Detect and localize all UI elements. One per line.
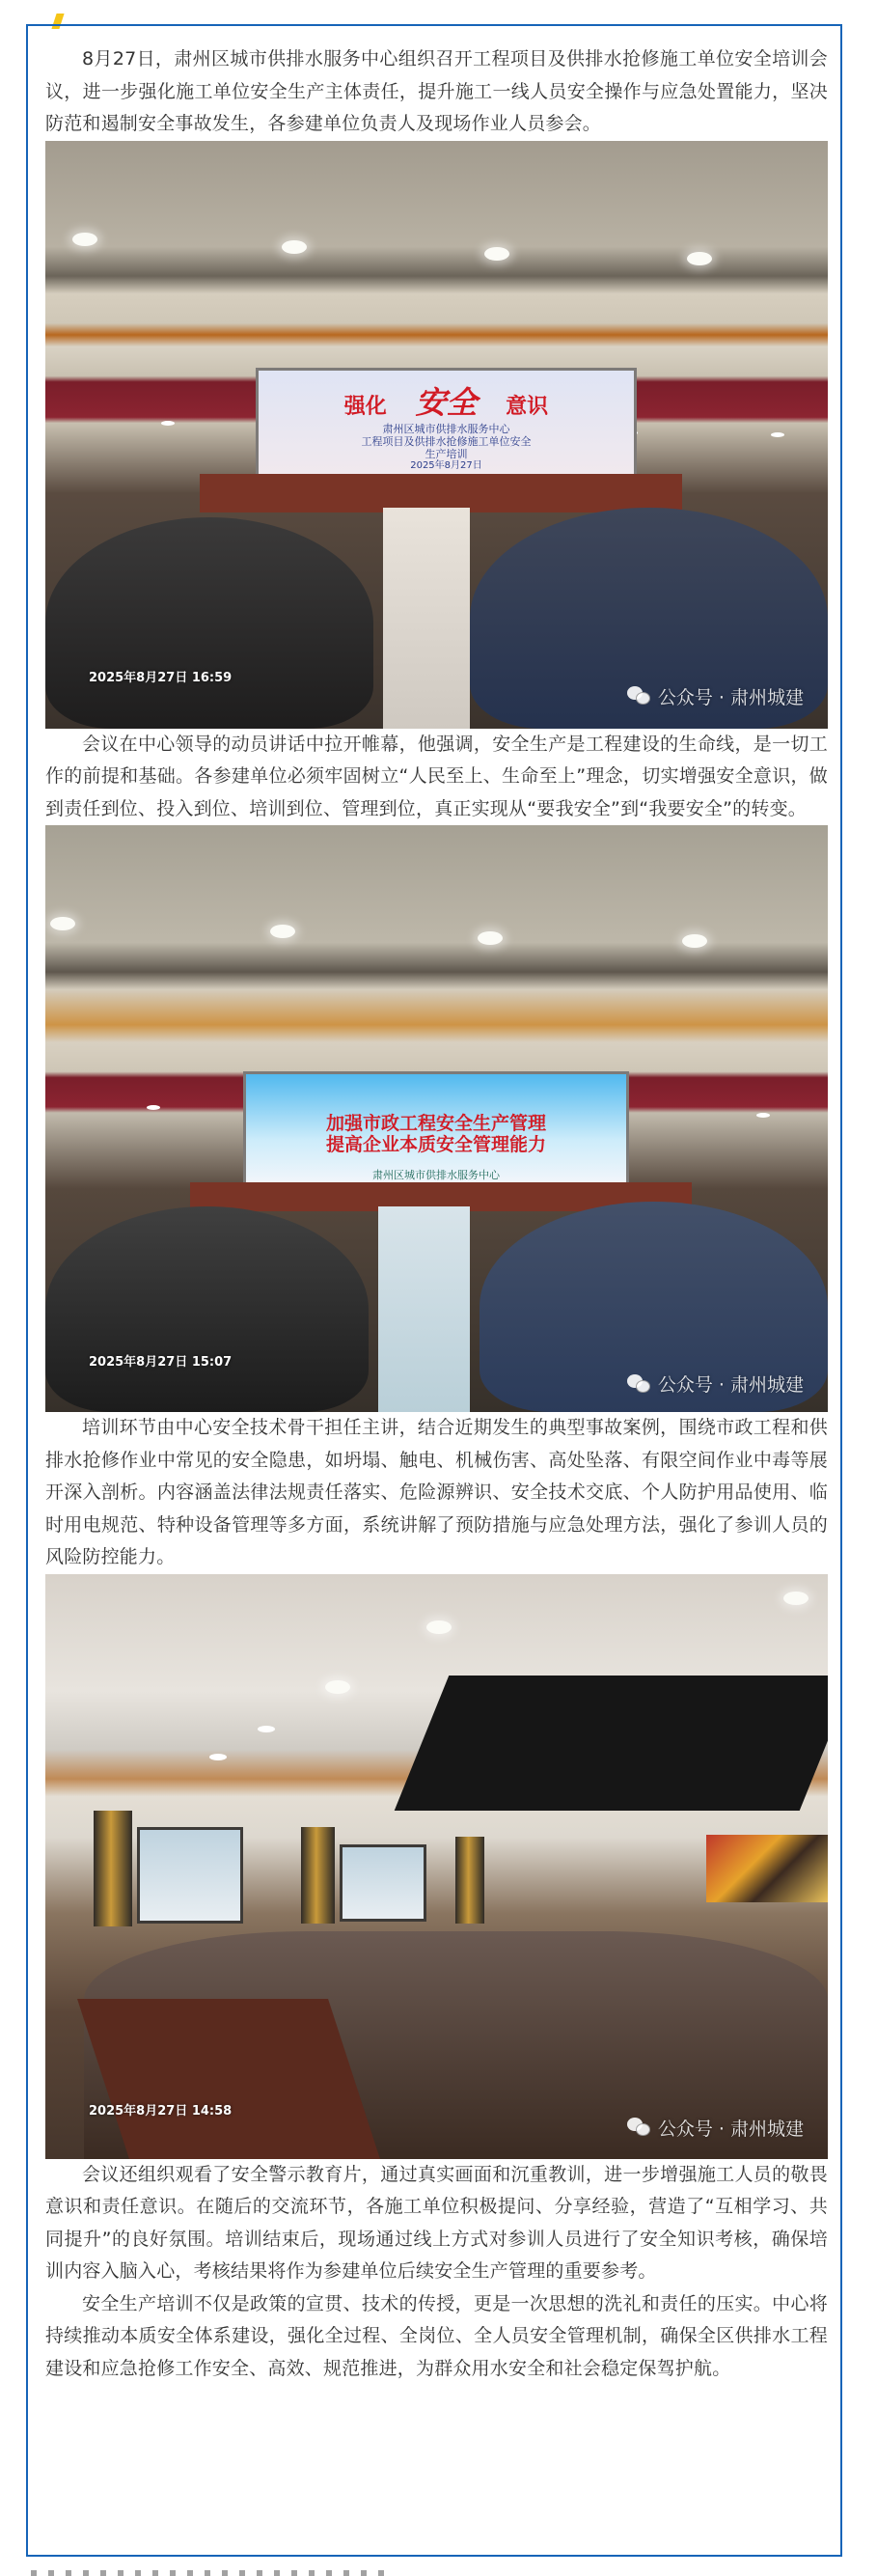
ceiling-light <box>270 925 295 938</box>
paragraph-conclusion: 安全生产培训不仅是政策的宣贯、技术的传授，更是一次思想的洗礼和责任的压实。中心将持续推动本质安全体系建设，强化全过程、全岗位、全人员安全管理机制，确保全区供排水工程建设和应急抢修工作安全、高效、规范推进，为群众用水安全和社会稳定保驾护航。 <box>45 2292 828 2379</box>
photo-meeting-banner <box>45 141 828 729</box>
aisle <box>383 508 470 729</box>
watermark-text: 公众号 · 肃州城建 <box>657 2118 804 2140</box>
ceiling-light <box>426 1620 452 1634</box>
photo-watermark <box>627 2115 804 2141</box>
banner-line3: 生产培训 <box>425 447 468 460</box>
ceiling-light <box>478 931 503 945</box>
banner-line2: 工程项目及供排水抢修施工单位安全 <box>361 434 532 448</box>
banner-title-center: 安全 <box>415 383 478 421</box>
wechat-icon <box>627 1374 652 1394</box>
article-container <box>26 24 842 2557</box>
banner-title-left: 强化 <box>343 394 387 419</box>
ceiling-light <box>687 252 712 265</box>
photo-timestamp: 2025年8月27日 14:58 <box>89 2103 233 2119</box>
photo-timestamp: 2025年8月27日 15:07 <box>89 1355 233 1370</box>
photo-training-banner <box>45 825 828 1412</box>
photo-timestamp: 2025年8月27日 16:59 <box>89 670 233 685</box>
banner-screen <box>256 368 637 479</box>
watermark-text: 公众号 · 肃州城建 <box>657 686 804 708</box>
watermark-text: 公众号 · 肃州城建 <box>657 1374 804 1396</box>
banner-screen <box>243 1071 629 1187</box>
ceiling-light <box>72 233 97 246</box>
pillar <box>301 1827 335 1924</box>
pillar <box>455 1837 484 1924</box>
banner-line1: 肃州区城市供排水服务中心 <box>382 422 510 435</box>
paragraph-warning-education: 会议还组织观看了安全警示教育片，通过真实画面和沉重教训，进一步增强施工人员的敬畏意识和责任意识。在随后的交流环节，各施工单位积极提问、分享经验，营造了“互相学习、共同提升”的良好氛围。培训结束后，现场通过线上方式对参训人员进行了安全知识考核，确保培训内容入脑入心，考核结果将作为参建单位后续安全生产管理的重要参考。 <box>45 2163 828 2282</box>
ceiling-light <box>282 240 307 254</box>
audience-left <box>45 517 373 729</box>
ceiling-light <box>682 934 707 948</box>
article-content <box>45 43 828 2385</box>
desk-row <box>77 1999 380 2159</box>
ceiling-light <box>50 917 75 930</box>
aisle <box>378 1206 470 1412</box>
wechat-icon <box>627 2118 652 2137</box>
photo-conference-room <box>45 1574 828 2159</box>
cutoff-text-row <box>31 2570 388 2576</box>
banner-line2: 提高企业本质安全管理能力 <box>325 1134 546 1155</box>
photo-watermark <box>627 1371 804 1397</box>
paragraph-intro: 8月27日，肃州区城市供排水服务中心组织召开工程项目及供排水抢修施工单位安全培训会议，进一步强化施工单位安全生产主体责任，提升施工一线人员安全操作与应急处置能力，坚决防范和遏制安全事故发生，各参建单位负责人及现场作业人员参会。 <box>45 48 828 134</box>
stage-desk <box>200 474 682 512</box>
photo-watermark <box>627 683 804 709</box>
banner-date: 2025年8月27日 <box>410 459 482 471</box>
wall-mural <box>706 1835 828 1902</box>
ceiling-light <box>484 247 509 261</box>
paragraph-leader-speech: 会议在中心领导的动员讲话中拉开帷幕，他强调，安全生产是工程建设的生命线，是一切工作的前提和基础。各参建单位必须牢固树立“人民至上、生命至上”理念，切实增强安全意识，做到责任到位、投入到位、培训到位、管理到位，真正实现从“要我安全”到“我要安全”的转变。 <box>45 733 828 819</box>
paragraph-training-content: 培训环节由中心安全技术骨干担任主讲，结合近期发生的典型事故案例，围绕市政工程和供排水抢修作业中常见的安全隐患，如坍塌、触电、机械伤害、高处坠落、有限空间作业中毒等展开深入剖析。内容涵盖法律法规责任落实、危险源辨识、安全技术交底、个人防护用品使用、临时用电规范、特种设备管理等多方面，系统讲解了预防措施与应急处理方法，强化了参训人员的风险防控能力。 <box>45 1417 828 1567</box>
banner-line1: 加强市政工程安全生产管理 <box>325 1113 546 1134</box>
window <box>340 1844 426 1922</box>
ceiling-light <box>783 1592 808 1605</box>
pillar <box>94 1811 132 1926</box>
audience-left <box>45 1206 369 1412</box>
window <box>137 1827 243 1924</box>
wechat-icon <box>627 686 652 706</box>
ceiling-light <box>325 1680 350 1694</box>
banner-org: 肃州区城市供排水服务中心 <box>372 1169 500 1181</box>
stage-lighting-rig <box>395 1676 828 1811</box>
banner-title-right: 意识 <box>506 394 549 419</box>
